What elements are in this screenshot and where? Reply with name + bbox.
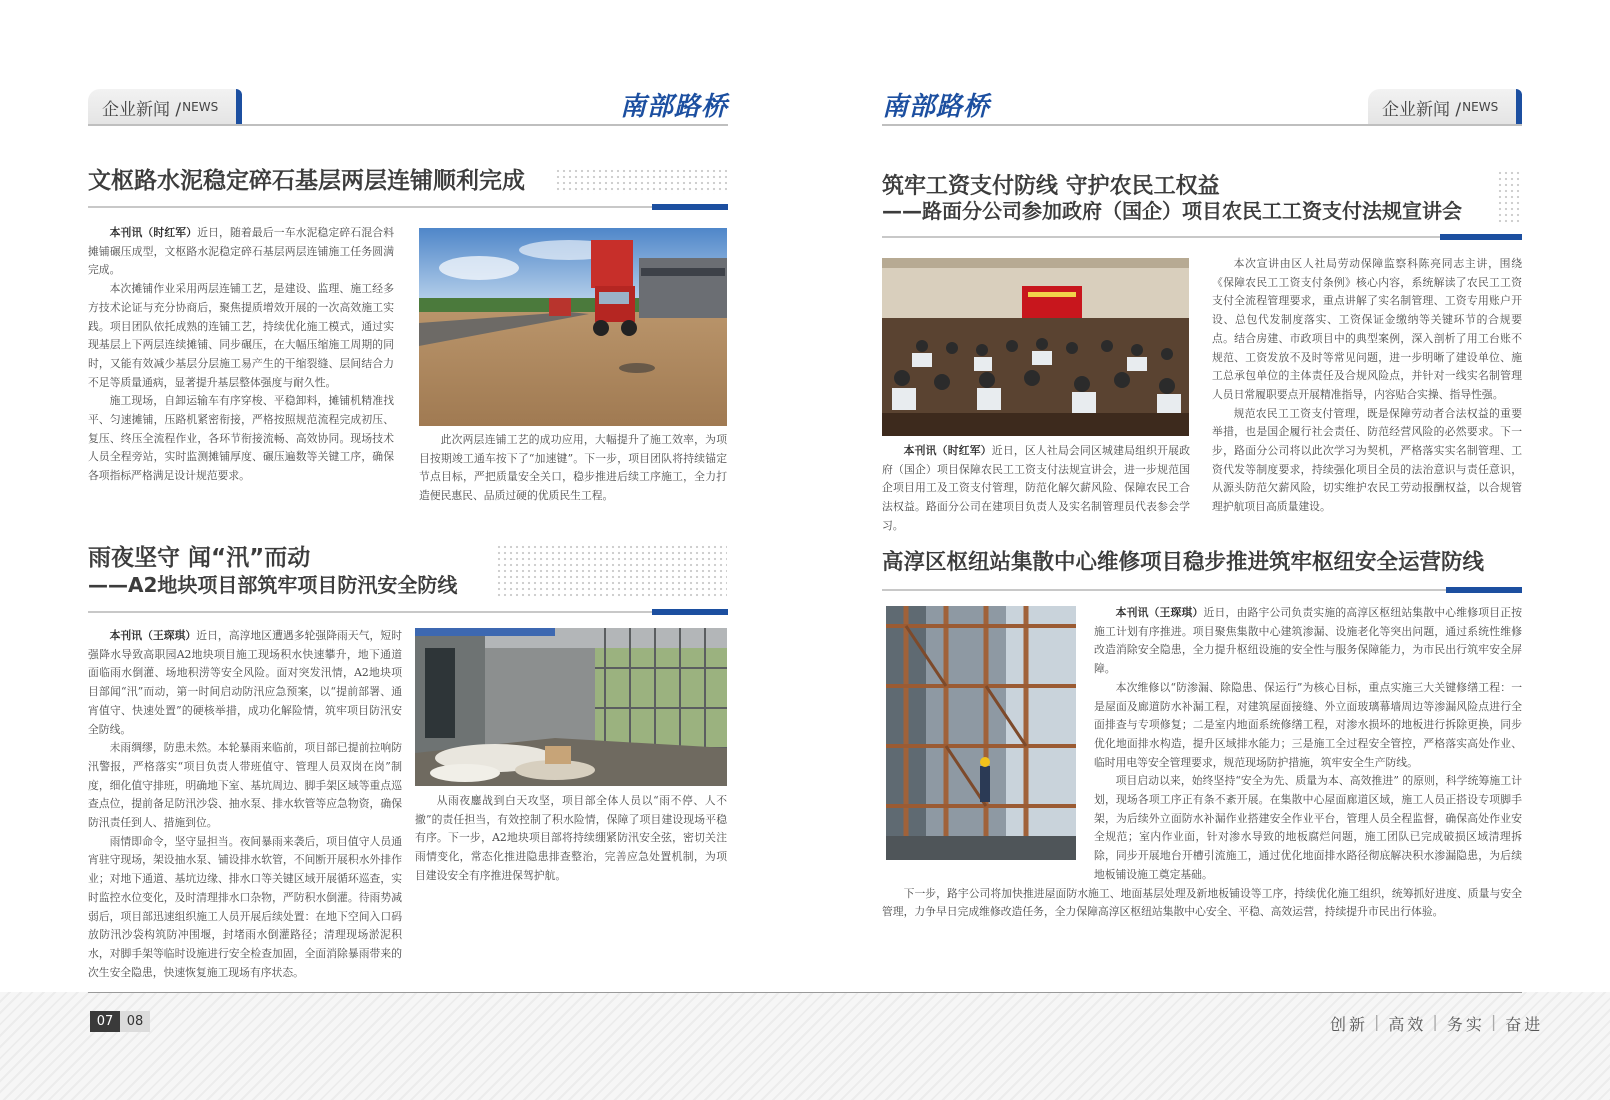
article1-rule-accent bbox=[652, 204, 728, 210]
article3-rule-accent bbox=[1440, 234, 1522, 240]
section-tab-cn: 企业新闻 / bbox=[1382, 99, 1462, 120]
brand-logo-left: 南部路桥 bbox=[620, 92, 729, 122]
section-tab-en: NEWS bbox=[1462, 100, 1499, 114]
article2-body-right bbox=[415, 792, 727, 942]
lead-source: 本刊讯（王琛琪） bbox=[109, 629, 197, 642]
header-rule-left bbox=[88, 124, 728, 126]
lead-source: 本刊讯（时红军） bbox=[903, 444, 992, 457]
article2-title-line2: ——A2地块项目部筑牢项目防汛安全防线 bbox=[88, 573, 458, 597]
section-tab-en: NEWS bbox=[182, 100, 219, 114]
article3-title-line1: 筑牢工资支付防线 守护农民工权益 bbox=[882, 174, 1220, 199]
article3-body-right bbox=[1212, 255, 1522, 537]
section-tab-cn: 企业新闻 / bbox=[102, 99, 182, 120]
paragraph: 项目启动以来，始终坚持“安全为先、质量为本、高效推进” 的原则，科学统筹施工计划，现场各项工序正有条不紊开展。在集散中心屋面廊道区域，施工人员正搭设专项脚手架，为后续外立面防水补漏作业搭建安全作业平台，管理人员全程监督，确保高处作业安全规范；室内作业面，针对渗水导致的地板腐烂问题，施工团队已完成破损区域清理拆除，同步开展地台开槽引流施工，通过优化地面排水路径彻底解决积水渗漏隐患，为后续地板铺设施工奠定基础。 bbox=[1094, 774, 1522, 881]
page-number-left: 07 bbox=[90, 1011, 120, 1032]
headline-dots bbox=[496, 544, 727, 600]
paragraph: 雨情即命令，坚守显担当。夜间暴雨来袭后，项目值守人员通宵驻守现场，架设抽水泵、铺设排水软管，不间断开展积水外排作业；对地下通道、基坑边缘、排水口等关键区域开展循环巡查，实时监控水位变化，及时清理排水口杂物，严防积水倒灌。待雨势减弱后，项目部迅速组织施工人员开展后续处置：在地下空间入口码放防汛沙袋构筑防冲围堰，封堵雨水倒灌路径；清理现场淤泥积水，对脚手架等临时设施进行安全检查加固，全面消除暴雨带来的次生安全隐患，快速恢复施工现场有序状态。 bbox=[88, 834, 402, 979]
motto-word: 奋进 bbox=[1505, 1015, 1544, 1034]
lead-source: 本刊讯（王琛琪） bbox=[1115, 606, 1204, 619]
float-spacer bbox=[882, 604, 1094, 866]
article4-body bbox=[882, 604, 1522, 964]
flood-prevention-photo bbox=[415, 628, 727, 786]
paragraph: 本刊讯（王琛琪）近日，高淳地区遭遇多轮强降雨天气，短时强降水导致高职园A2地块项目施工现场积水快速攀升，地下通道面临雨水倒灌、场地积涝等安全风险。面对突发汛情，A2地块项目部闻“汛”而动，第一时间启动防汛应急预案，以“提前部署、通宵值守、快速处置”的硬核举措，成功化解险情，筑牢项目防汛安全防线。 bbox=[88, 629, 403, 736]
section-tab-accent-left bbox=[236, 89, 242, 125]
headline-dots bbox=[555, 168, 727, 194]
article2-body-left bbox=[88, 627, 403, 979]
lead-source: 本刊讯（时红军） bbox=[109, 226, 198, 239]
conference-photo bbox=[882, 258, 1189, 436]
paragraph: 未雨绸缪，防患未然。本轮暴雨来临前，项目部已提前拉响防汛警报，严格落实“项目负责人带班值守、管理人员双岗在岗”制度，细化值守排班，明确地下室、基坑周边、脚手架区域等重点巡查点位，提前备足防汛沙袋、抽水泵、排水软管等应急物资，确保防汛责任到人、措施到位。 bbox=[88, 741, 402, 830]
page-number-right: 08 bbox=[120, 1011, 150, 1032]
footer-band bbox=[0, 992, 1610, 1100]
paragraph: 从雨夜鏖战到白天攻坚，项目部全体人员以“雨不停、人不撤”的责任担当，有效控制了积水险情，保障了项目建设现场平稳有序。下一步，A2地块项目部将持续绷紧防汛安全弦，密切关注雨情变化，常态化推进隐患排查整治，完善应急处置机制，为项目建设安全有序推进保驾护航。 bbox=[415, 794, 727, 882]
article2-rule-accent bbox=[652, 609, 728, 615]
paragraph: 此次两层连铺工艺的成功应用，大幅提升了施工效率，为项目按期竣工通车按下了“加速键”。下一步，项目团队将持续锚定节点目标，严把质量安全关口，稳步推进后续工序施工，全力打造便民惠民、品质过硬的优质民生工程。 bbox=[419, 433, 727, 503]
article3-rule bbox=[882, 236, 1522, 238]
article2-rule bbox=[88, 611, 728, 613]
footer-motto bbox=[1330, 1012, 1543, 1035]
paragraph: 施工现场，自卸运输车有序穿梭、平稳卸料，摊铺机精准找平、匀速摊铺，压路机紧密衔接，严格按照规范流程完成初压、复压、终压全流程作业，各环节衔接流畅、高效协同。现场技术人员全程旁站，实时监测摊铺厚度、碾压遍数等关键工序，确保各项指标严格满足设计规范要求。 bbox=[88, 394, 394, 483]
section-tab-accent-right bbox=[1516, 89, 1522, 125]
section-tab-left bbox=[88, 89, 236, 125]
article1-title: 文枢路水泥稳定碎石基层两层连铺顺利完成 bbox=[88, 168, 525, 194]
article2-title-line1: 雨夜坚守 闻“汛”而动 bbox=[88, 545, 311, 571]
brand-logo-right: 南部路桥 bbox=[882, 92, 991, 122]
article3-body-left bbox=[882, 442, 1190, 538]
motto-word: 务实 bbox=[1446, 1015, 1485, 1034]
headline-dots bbox=[1497, 170, 1521, 226]
footer-rule bbox=[88, 992, 1522, 993]
paragraph: 本次宣讲由区人社局劳动保障监察科陈亮同志主讲，围绕《保障农民工工资支付条例》核心内容，系统解读了农民工工资支付全流程管理要求，重点讲解了实名制管理、工资专用账户开设、总包代发制度落实、工资保证金缴纳等关键环节的合规要点。结合房建、市政项目中的典型案例，深入剖析了用工台账不规范、工资发放不及时等常见问题，进一步明晰了建设单位、施工总承包单位的主体责任及合规风险点，并针对一线实名制管理人员日常履职要点开展精准指导，内容贴合实操、指导性强。 bbox=[1212, 257, 1522, 401]
motto-separator: | bbox=[1432, 1012, 1441, 1031]
paragraph: 本刊讯（时红军）近日，随着最后一车水泥稳定碎石混合料摊铺碾压成型，文枢路水泥稳定碎石基层两层连铺施工任务圆满完成。 bbox=[88, 226, 395, 277]
motto-separator: | bbox=[1490, 1012, 1500, 1031]
article4-rule-accent bbox=[1446, 587, 1522, 593]
paragraph: 下一步，路宇公司将加快推进屋面防水施工、地面基层处理及新地板铺设等工序，持续优化施工组织，统筹抓好进度、质量与安全管理，力争早日完成维修改造任务，全力保障高淳区枢纽站集散中心安全、平稳、高效运营，持续提升市民出行体验。 bbox=[882, 886, 1522, 919]
article1-body-left bbox=[88, 224, 394, 524]
motto-word: 创新 bbox=[1330, 1015, 1369, 1034]
section-tab-right bbox=[1368, 89, 1516, 125]
roadwork-photo bbox=[419, 228, 727, 426]
paragraph: 本刊讯（王琛琪）近日，由路宇公司负责实施的高淳区枢纽站集散中心维修项目正按施工计划有序推进。项目聚焦集散中心建筑渗漏、设施老化等突出问题，通过系统性维修改造消除安全隐患，全力提升枢纽设施的安全性与服务保障能力，为市民出行筑牢安全屏障。 bbox=[1094, 606, 1523, 676]
article1-body-right bbox=[419, 431, 727, 527]
article3-title-line2: ——路面分公司参加政府（国企）项目农民工工资支付法规宣讲会 bbox=[882, 199, 1462, 223]
article4-rule bbox=[882, 589, 1522, 591]
paragraph: 规范农民工工资支付管理，既是保障劳动者合法权益的重要举措，也是国企履行社会责任、防范经营风险的必然要求。下一步，路面分公司将以此次学习为契机，严格落实实名制管理、工资代发等制度要求，持续强化项目全员的法治意识与责任意识，从源头防范欠薪风险，切实维护农民工劳动报酬权益，以合规管理护航项目高质量建设。 bbox=[1212, 406, 1522, 514]
article1-rule bbox=[88, 206, 728, 208]
paragraph: 本刊讯（时红军）近日，区人社局会同区城建局组织开展政府（国企）项目保障农民工工资支付法规宣讲会，进一步规范国企项目用工及工资支付管理，防范化解欠薪风险、保障农民工合法权益。路面分公司在建项目负责人及实名制管理员代表参会学习。 bbox=[882, 444, 1191, 532]
paragraph: 本次维修以“防渗漏、除隐患、保运行”为核心目标，重点实施三大关键修缮工程：一是屋面及廊道防水补漏工程，对建筑屋面接缝、外立面玻璃幕墙周边等渗漏风险点进行全面排查与专项修复；二是室内地面系统修缮工程，对渗水损坏的地板进行拆除更换，同步优化地面排水构造，提升区域排水能力；三是施工全过程安全管控，严格落实高处作业、临时用电等安全管理要求，规范现场防护措施，筑牢安全生产防线。 bbox=[1094, 680, 1522, 769]
paragraph: 本次摊铺作业采用两层连铺工艺，是建设、监理、施工经多方技术论证与充分协商后，聚焦提质增效开展的一次高效施工实践。项目团队依托成熟的连铺工艺，持续优化施工模式，通过实现基层上下两层连续摊铺、同步碾压，在大幅压缩施工周期的同时，又能有效减少基层分层施工易产生的干缩裂缝、层间结合力不足等质量通病，显著提升基层整体强度与耐久性。 bbox=[88, 282, 394, 389]
motto-separator: | bbox=[1374, 1012, 1383, 1031]
article4-title: 高淳区枢纽站集散中心维修项目稳步推进筑牢枢纽安全运营防线 bbox=[882, 550, 1485, 575]
motto-word: 高效 bbox=[1388, 1015, 1427, 1034]
header-rule-right bbox=[882, 124, 1522, 126]
